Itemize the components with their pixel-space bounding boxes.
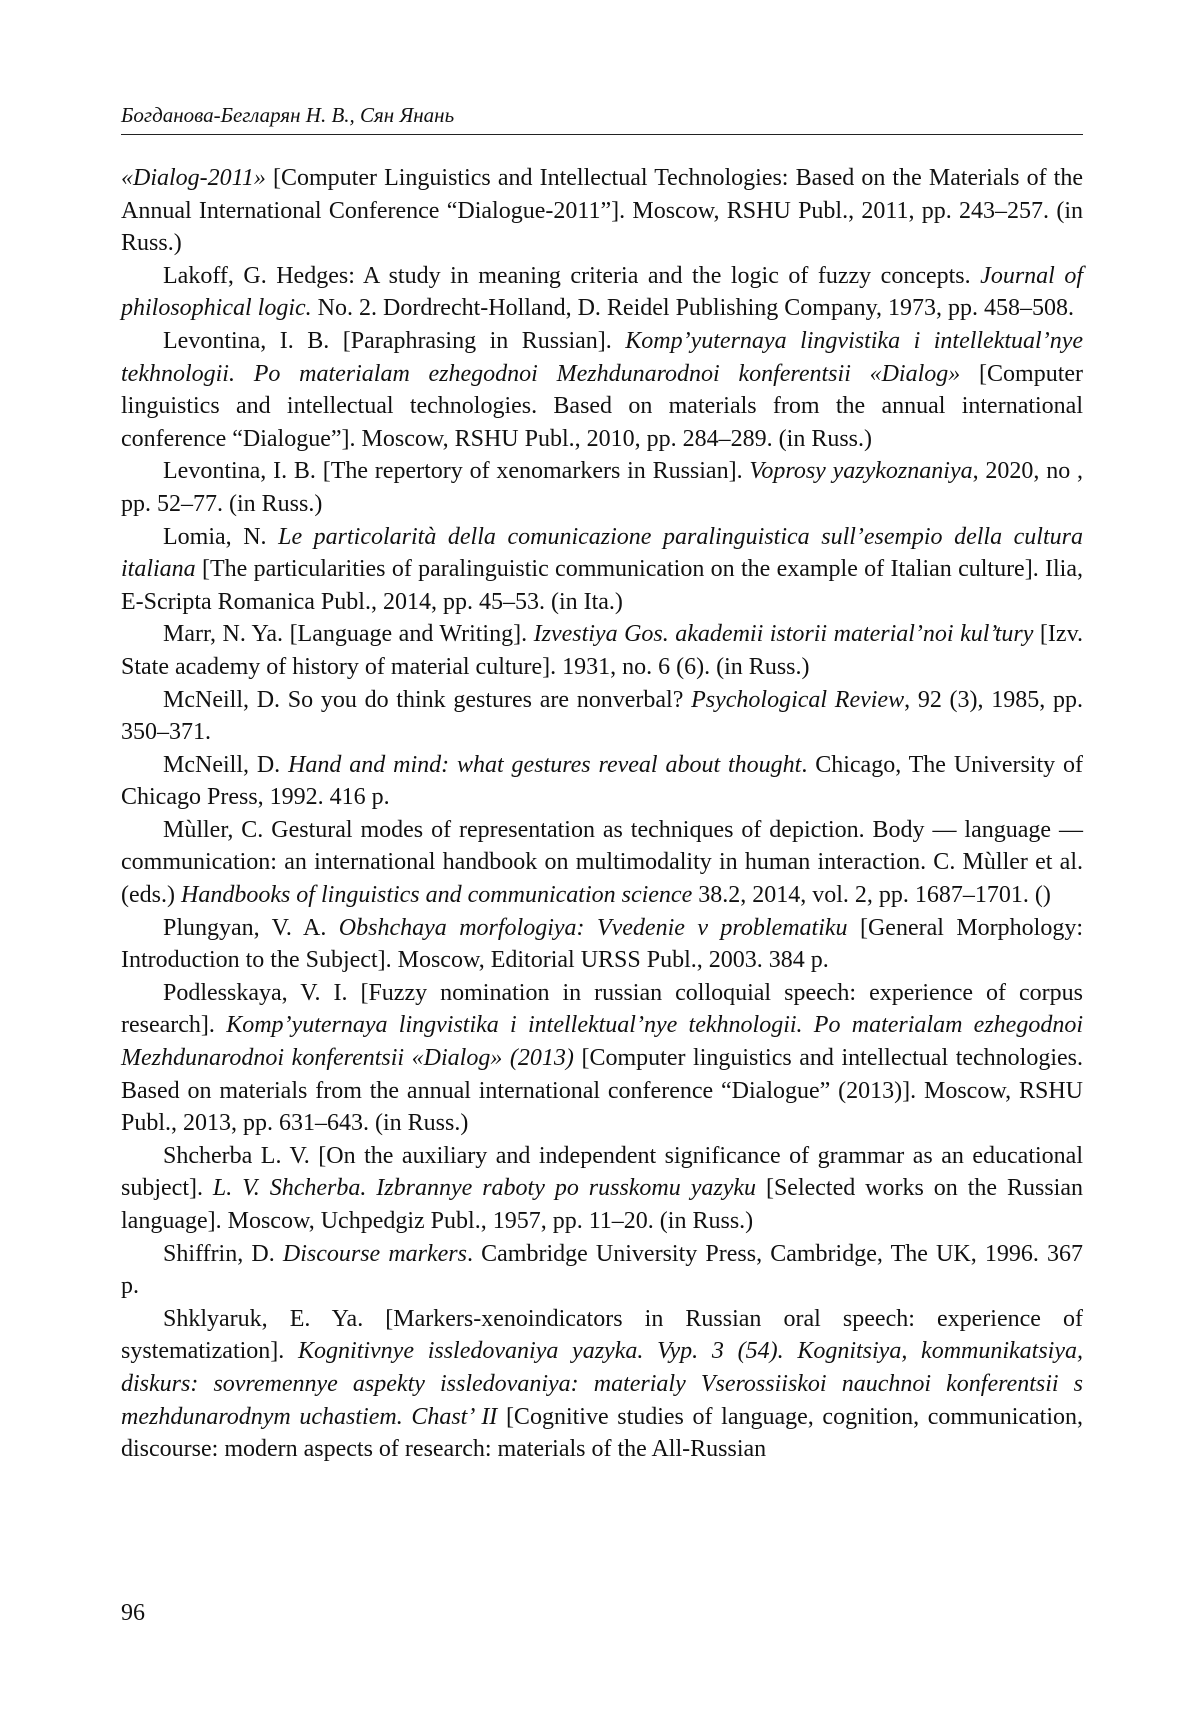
reference-title-italic: L. V. Shcherba. Izbrannye raboty po russkomu yazyku	[212, 1175, 757, 1202]
reference-entry-lakoff	[121, 260, 1083, 325]
reference-text: 38.2, 2014, vol. 2, pp. 1687–1701. ()	[692, 882, 1051, 909]
reference-text: Shcherba L. V. [On the auxiliary and independent significance of grammar as an educational subject].	[121, 1142, 1083, 1202]
reference-text: [Cognitive studies of language, cognition, communication, discourse: modern aspects of research: materials of the All-Russian	[121, 1403, 1083, 1463]
reference-text: , 2020, no , pp. 52–77. (in Russ.)	[121, 458, 1083, 517]
reference-text: Mùller, C. Gestural modes of representation as techniques of depiction. Body — language — communication: an international handbook on multimodality in human interaction. C. Mùller et al. (eds.)	[121, 816, 1083, 909]
reference-title-italic: Le particolarità della comunicazione paralinguistica sull’esempio della cultura italiana	[121, 523, 1083, 583]
reference-text: Podlesskaya, V. I. [Fuzzy nomination in russian colloquial speech: experience of corpus research].	[121, 979, 1083, 1039]
reference-text: [The particularities of paralinguistic communication on the example of Italian culture]. Ilia, E-Scripta Romanica Publ., 2014, pp. 45–53. (in Ita.)	[121, 556, 1083, 615]
reference-text: Lomia, N.	[163, 523, 279, 550]
reference-text: [Computer Linguistics and Intellectual Technologies: Based on the Materials of the Annual International Conference “Dialogue-2011”]. Moscow, RSHU Publ., 2011, pp. 243–257. (in Russ.)	[121, 165, 1083, 257]
reference-entry-muller	[121, 814, 1083, 912]
reference-text: No. 2. Dordrecht-Holland, D. Reidel Publishing Company, 1973, pp. 458–508.	[311, 295, 1075, 322]
reference-title-italic: «Dialog-2011»	[121, 165, 266, 191]
reference-entry-plungyan	[121, 912, 1083, 977]
reference-text: Levontina, I. B. [Paraphrasing in Russian].	[163, 327, 626, 354]
reference-text: Marr, N. Ya. [Language and Writing].	[163, 621, 534, 648]
reference-entry-shcherba	[121, 1140, 1083, 1238]
reference-text: Plungyan, V. A.	[163, 914, 339, 941]
reference-entry-podlesskaya	[121, 977, 1083, 1140]
reference-text: [Selected works on the Russian language]. Moscow, Uchpedgiz Publ., 1957, pp. 11–20. (in Russ.)	[121, 1175, 1083, 1234]
reference-title-italic: Komp’yuternaya lingvistika i intellektual’nye tekhnologii. Po materialam ezhegodnoi Mezhdunarodnoi konferentsii «Dialog»	[121, 327, 1083, 387]
reference-text: Levontina, I. B. [The repertory of xenomarkers in Russian].	[163, 458, 750, 485]
page-number: 96	[121, 1600, 145, 1626]
reference-text: , 92 (3), 1985, pp. 350–371.	[121, 686, 1083, 746]
reference-entry-lomia	[121, 521, 1083, 619]
reference-text: Shklyaruk, E. Ya. [Markers-xenoindicators in Russian oral speech: experience of systematization].	[121, 1305, 1083, 1365]
reference-entry-levontina-2020	[121, 455, 1083, 520]
reference-text: . Chicago, The University of Chicago Press, 1992. 416 p.	[121, 751, 1084, 811]
reference-title-italic: Izvestiya Gos. akademii istorii material’noi kul’tury	[533, 621, 1034, 648]
reference-text: McNeill, D.	[163, 751, 289, 778]
reference-text: [Computer linguistics and intellectual technologies. Based on materials from the annual international conference “Dialogue”]. Moscow, RSHU Publ., 2010, pp. 284–289. (in Russ.)	[121, 360, 1084, 452]
reference-text: [General Morphology: Introduction to the Subject]. Moscow, Editorial URSS Publ., 2003. 384 p.	[121, 914, 1084, 974]
reference-title-italic: Discourse markers	[282, 1240, 467, 1267]
reference-title-italic: Psychological Review	[691, 686, 905, 713]
reference-entry-mcneill-1992	[121, 749, 1083, 814]
reference-title-italic: Hand and mind: what gestures reveal about thought	[288, 751, 802, 778]
header-rule	[121, 134, 1083, 135]
running-header: Богданова-Бегларян Н. В., Сян Янань	[121, 103, 455, 127]
reference-title-italic: Voprosy yazykoznaniya	[749, 458, 973, 485]
reference-text: McNeill, D. So you do think gestures are nonverbal?	[163, 686, 692, 713]
reference-title-italic: Obshchaya morfologiya: Vvedenie v problematiku	[338, 914, 848, 941]
reference-text: [Computer linguistics and intellectual technologies. Based on materials from the annual international conference “Dialogue” (2013)]. Moscow, RSHU Publ., 2013, pp. 631–643. (in Russ.)	[121, 1045, 1083, 1137]
reference-text: Lakoff, G. Hedges: A study in meaning criteria and the logic of fuzzy concepts.	[163, 262, 981, 289]
reference-text: Shiffrin, D.	[163, 1240, 283, 1267]
reference-title-italic: Kognitivnye issledovaniya yazyka. Vyp. 3 (54). Kognitsiya, kommunikatsiya, diskurs: sovremennye aspekty issledovaniya: materialy Vserossiiskoi nauchnoi konferentsii s mezhdunarodnym uchastiem. Chast’ II	[121, 1338, 1084, 1430]
reference-entry-shklyaruk	[121, 1303, 1083, 1466]
reference-entry-levontina-2010	[121, 325, 1083, 455]
reference-title-italic: Journal of philosophical logic.	[121, 262, 1084, 322]
reference-list	[121, 162, 1083, 1466]
reference-text: . Cambridge University Press, Cambridge, The UK, 1996. 367 p.	[121, 1240, 1083, 1300]
reference-entry-marr	[121, 618, 1083, 683]
reference-title-italic: Komp’yuternaya lingvistika i intellektual’nye tekhnologii. Po materialam ezhegodnoi Mezhdunarodnoi konferentsii «Dialog» (2013)	[121, 1012, 1083, 1072]
reference-entry-mcneill-1985	[121, 684, 1083, 749]
reference-entry-dialog-2011-continued	[121, 162, 1083, 260]
reference-text: [Izv. State academy of history of material culture]. 1931, no. 6 (6). (in Russ.)	[121, 621, 1084, 680]
reference-entry-shiffrin	[121, 1238, 1083, 1303]
reference-title-italic: Handbooks of linguistics and communication science	[180, 882, 693, 909]
